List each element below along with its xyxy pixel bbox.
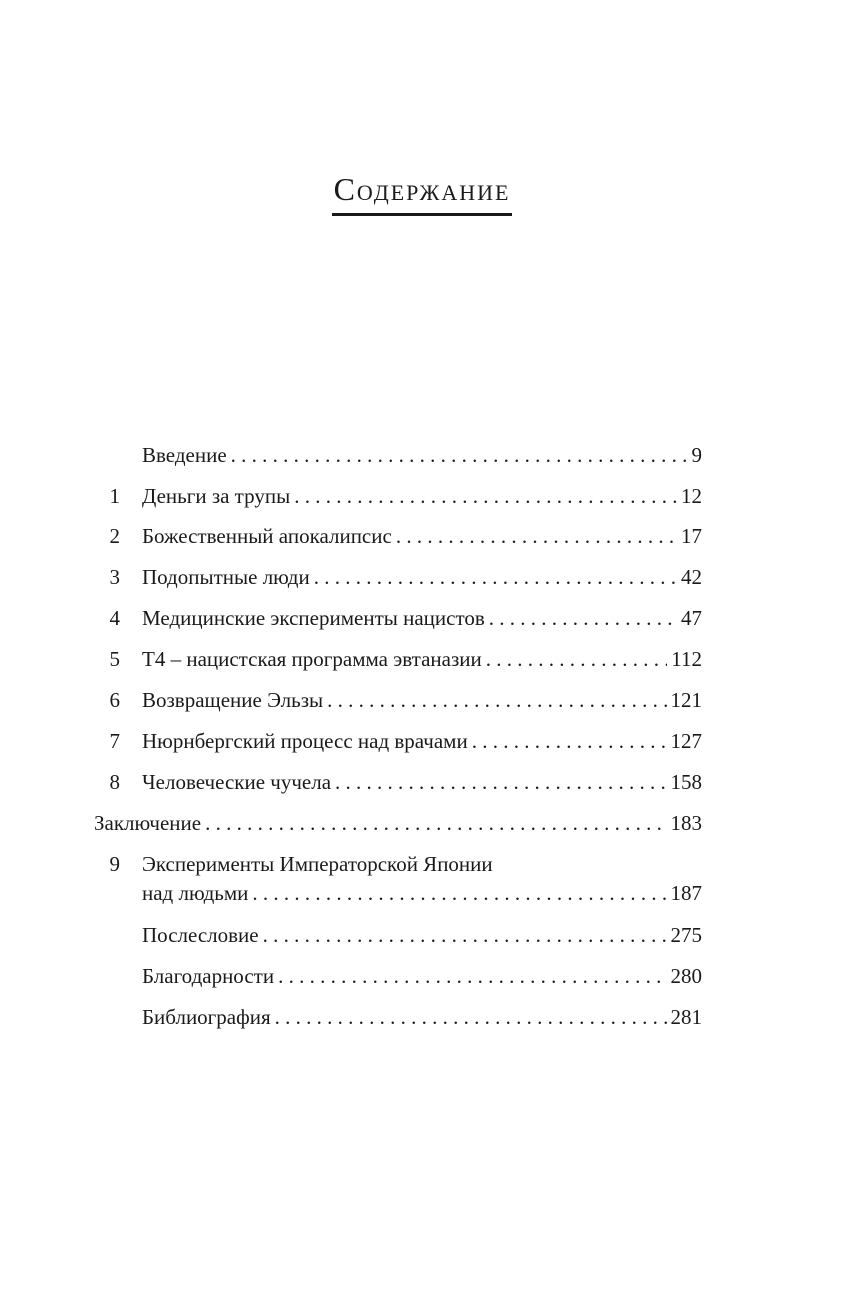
toc-entry-number: 9 xyxy=(109,852,120,876)
toc-entry[interactable] xyxy=(90,685,702,715)
toc-entry-title: Библиография xyxy=(142,1005,271,1029)
toc-entry-line xyxy=(142,562,702,592)
toc-entry-number: 1 xyxy=(109,484,120,508)
toc-leader-dots xyxy=(335,767,666,797)
toc-entry[interactable] xyxy=(90,920,702,950)
toc-leader-dots xyxy=(294,481,677,511)
toc-entry-page: 9 xyxy=(691,443,702,467)
toc-entry-title: Божественный апокалипсис xyxy=(142,524,392,548)
toc-leader-dots xyxy=(489,603,677,633)
toc-entry-number: 3 xyxy=(109,565,120,589)
toc-entry-page: 112 xyxy=(671,647,702,671)
toc-entry-page: 187 xyxy=(670,881,702,905)
toc-entry-number: 6 xyxy=(109,688,120,712)
toc-entry-title: Медицинские эксперименты нацистов xyxy=(142,606,485,630)
toc-entry-line xyxy=(142,440,702,470)
toc-leader-dots xyxy=(205,808,666,838)
toc-leader-dots xyxy=(327,685,666,715)
toc-entry-number: 5 xyxy=(109,647,120,671)
toc-leader-dots xyxy=(314,562,677,592)
toc-entry-line xyxy=(142,644,702,674)
toc-entry-page: 280 xyxy=(670,964,702,988)
toc-entry-page: 121 xyxy=(670,688,702,712)
toc-entry-line xyxy=(142,920,702,950)
toc-entry-line xyxy=(142,878,702,908)
toc-entry-number: 4 xyxy=(109,606,120,630)
toc-entry-title: Деньги за трупы xyxy=(142,484,291,508)
toc-entry-page: 47 xyxy=(681,606,702,630)
toc-entry-number: 8 xyxy=(109,770,120,794)
toc-entry[interactable] xyxy=(90,562,702,592)
toc-entry-title: Нюрнбергский процесс над врачами xyxy=(142,729,468,753)
toc-entry[interactable] xyxy=(90,521,702,551)
toc-entry[interactable] xyxy=(90,1002,702,1032)
toc-entry-line xyxy=(142,1002,702,1032)
toc-entry-number: 7 xyxy=(109,729,120,753)
toc-entry-page: 12 xyxy=(681,484,702,508)
toc-leader-dots xyxy=(396,521,677,551)
toc-entry[interactable] xyxy=(90,961,702,991)
toc-entry-title-line1: Эксперименты Императорской Японии xyxy=(142,852,493,876)
toc-entry-number: 2 xyxy=(109,524,120,548)
toc-entry[interactable] xyxy=(90,603,702,633)
toc-entry[interactable] xyxy=(90,849,702,909)
toc-entry-line xyxy=(142,603,702,633)
toc-entry-page: 281 xyxy=(670,1005,702,1029)
toc-leader-dots xyxy=(275,1002,667,1032)
toc-leader-dots xyxy=(472,726,667,756)
toc-entry-page: 42 xyxy=(681,565,702,589)
toc-entry-line xyxy=(142,521,702,551)
toc-entry[interactable] xyxy=(90,481,702,511)
toc-entry-line xyxy=(142,961,702,991)
toc-entry-page: 183 xyxy=(670,811,702,835)
toc-entry-title: Т4 – нацистская программа эвтаназии xyxy=(142,647,482,671)
toc-entry[interactable] xyxy=(90,726,702,756)
toc-leader-dots xyxy=(231,440,688,470)
toc-entry-page: 127 xyxy=(670,729,702,753)
toc-entry-title-line2: над людьми xyxy=(142,881,249,905)
toc-entry-title: Введение xyxy=(142,443,227,467)
toc-leader-dots xyxy=(486,644,668,674)
toc-leader-dots xyxy=(252,878,666,908)
toc-entry-title: Заключение xyxy=(94,811,202,835)
toc-entry-title: Подопытные люди xyxy=(142,565,310,589)
toc-entry-page: 17 xyxy=(681,524,702,548)
toc-entry-line xyxy=(94,808,702,838)
toc-entry-page: 275 xyxy=(670,923,702,947)
toc-entry-title: Человеческие чучела xyxy=(142,770,332,794)
toc-entry[interactable] xyxy=(90,767,702,797)
toc-entry-line xyxy=(142,481,702,511)
toc-entry[interactable] xyxy=(90,440,702,470)
toc-entry-line xyxy=(142,726,702,756)
toc-entry-page: 158 xyxy=(670,770,702,794)
toc-entry-line xyxy=(142,767,702,797)
toc-entry-title: Благодарности xyxy=(142,964,275,988)
toc-leader-dots xyxy=(278,961,666,991)
toc-entry-title: Послесловие xyxy=(142,923,259,947)
toc-leader-dots xyxy=(263,920,667,950)
toc-entry-title: Возвращение Эльзы xyxy=(142,688,324,712)
page-heading: Содержание xyxy=(332,172,513,216)
toc-entry-line xyxy=(142,685,702,715)
toc-entry[interactable] xyxy=(90,644,702,674)
toc-entry[interactable] xyxy=(90,808,702,838)
